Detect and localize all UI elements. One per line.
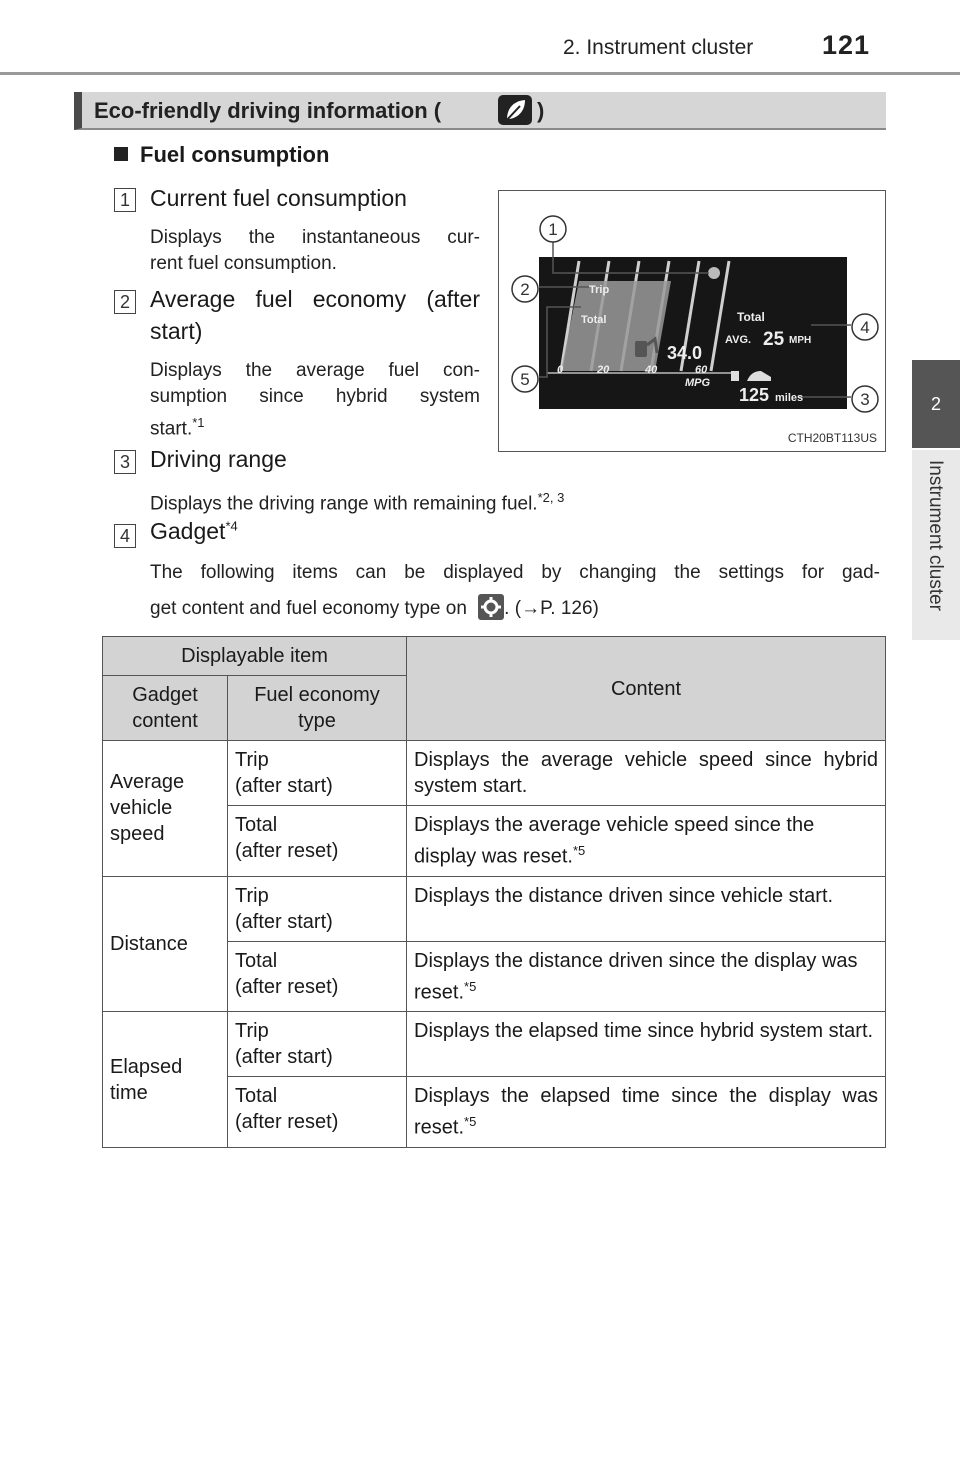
item-desc-1-line-1: Displays the instantaneous cur- xyxy=(150,227,480,248)
item-number-1: 1 xyxy=(114,188,136,212)
content-text: Displays the distance driven since vehicle start. xyxy=(414,884,834,907)
display-scale-unit: MPG xyxy=(685,377,711,389)
display-trip-label: Trip xyxy=(589,284,610,296)
content-text: Displays the average vehicle speed since the display was reset. xyxy=(414,814,815,868)
type-cell: Total (after reset) xyxy=(228,1077,407,1148)
header-rule xyxy=(0,72,960,75)
type-cell: Trip (after start) xyxy=(228,876,407,941)
content-cell xyxy=(407,1077,886,1148)
type-cell: Total (after reset) xyxy=(228,941,407,1012)
item-title-1: Current fuel consumption xyxy=(150,185,407,211)
item-desc-4-line-2 xyxy=(150,594,599,622)
type-cell: Trip (after start) xyxy=(228,1012,407,1077)
page-number: 121 xyxy=(822,30,871,60)
header-content: Content xyxy=(407,637,886,741)
item-desc-4-line-1: The following items can be displayed by changing the settings for gad- xyxy=(150,562,880,583)
item-desc-2-line-1: Displays the average fuel con- xyxy=(150,360,480,381)
item-desc-4-text: get content and fuel economy type on xyxy=(150,598,467,619)
type-cell: Trip (after start) xyxy=(228,741,407,806)
display-scale-60: 60 xyxy=(695,364,708,376)
item-title-4 xyxy=(150,518,238,545)
fuel-consumption-display-illustration xyxy=(498,190,886,452)
chapter-tab xyxy=(912,450,960,640)
item-desc-2-line-2: sumption since hybrid system xyxy=(150,386,480,407)
page-ref-arrow: → xyxy=(521,598,541,619)
item-desc-1-line-2: rent fuel consumption. xyxy=(150,253,337,274)
content-text: Displays the distance driven since the display was reset. xyxy=(414,949,858,1004)
type-cell: Total (after reset) xyxy=(228,806,407,877)
footnote-ref: *4 xyxy=(225,518,238,534)
item-desc-3 xyxy=(150,485,564,517)
table-header-row xyxy=(103,637,886,676)
square-bullet-icon xyxy=(114,147,128,161)
content-cell xyxy=(407,741,886,806)
content-cell xyxy=(407,876,886,941)
gadget-content-table xyxy=(102,636,886,1148)
subsection-title: Fuel consumption xyxy=(140,142,330,167)
item-number-3: 3 xyxy=(114,450,136,474)
display-range-value: 125 xyxy=(739,385,770,405)
header-gadget-content: Gadget content xyxy=(103,676,228,741)
group-cell: Elapsed time xyxy=(103,1012,228,1148)
item-title-4-text: Gadget xyxy=(150,518,226,544)
callout-5: 5 xyxy=(520,370,530,389)
content-cell xyxy=(407,1012,886,1077)
chapter-tab-label: Instrument cluster xyxy=(925,460,946,611)
display-avg-unit: MPH xyxy=(789,335,812,346)
item-title-3: Driving range xyxy=(150,446,287,472)
chapter-tab-number: 2 xyxy=(912,360,960,448)
item-desc-2-text: start. xyxy=(150,418,193,440)
callout-2: 2 xyxy=(520,280,530,299)
table-row xyxy=(103,741,886,806)
display-avg-label: AVG. xyxy=(725,334,752,346)
content-text: Displays the elapsed time since the display was reset. xyxy=(414,1085,878,1139)
content-text: Displays the elapsed time since hybrid system start. xyxy=(414,1020,874,1043)
display-scale-40: 40 xyxy=(645,364,658,376)
footnote-ref: *5 xyxy=(464,978,477,994)
callout-3: 3 xyxy=(860,390,870,409)
content-cell xyxy=(407,941,886,1012)
subsection-heading xyxy=(114,142,329,168)
group-cell: Distance xyxy=(103,876,228,1012)
footnote-ref: *5 xyxy=(572,843,586,858)
display-total-right: Total xyxy=(737,310,765,324)
item-title-2-line-2: start) xyxy=(150,318,203,344)
table-row xyxy=(103,876,886,941)
display-range-unit: miles xyxy=(775,392,804,404)
display-avg-value: 25 xyxy=(763,329,785,350)
footnote-ref: *1 xyxy=(192,415,205,430)
section-title-bar xyxy=(74,92,886,130)
footnote-ref: *2, 3 xyxy=(537,490,565,505)
table-row xyxy=(103,1012,886,1077)
section-title-end: ) xyxy=(537,98,545,123)
item-number-2: 2 xyxy=(114,290,136,314)
item-title-2-line-1: Average fuel economy (after xyxy=(150,286,480,312)
display-mpg-value: 34.0 xyxy=(667,343,703,363)
section-title: Eco-friendly driving information ( xyxy=(94,98,442,123)
group-cell: Average vehicle speed xyxy=(103,741,228,877)
header-fuel-economy-type: Fuel economy type xyxy=(228,676,407,741)
display-total-label: Total xyxy=(581,314,607,326)
item-desc-4-tail: . ( xyxy=(504,598,522,619)
illustration-code: CTH20BT113US xyxy=(787,431,877,445)
item-desc-2-line-3 xyxy=(150,410,205,442)
content-cell xyxy=(407,806,886,877)
item-desc-3-text: Displays the driving range with remaining fuel. xyxy=(150,493,538,515)
display-scale-0: 0 xyxy=(557,364,564,376)
display-scale-20: 20 xyxy=(597,364,610,376)
settings-gear-icon xyxy=(478,594,504,620)
footnote-ref: *5 xyxy=(464,1114,477,1130)
header-displayable-item: Displayable item xyxy=(103,637,407,676)
content-text: Displays the average vehicle speed since hybrid system start. xyxy=(414,749,878,797)
callout-1: 1 xyxy=(548,220,558,239)
item-number-4: 4 xyxy=(114,524,136,548)
page-ref-link[interactable]: P. 126) xyxy=(540,598,599,619)
page-header-title: 2. Instrument cluster xyxy=(563,36,754,59)
callout-4: 4 xyxy=(860,318,870,337)
leaf-icon xyxy=(498,95,532,125)
